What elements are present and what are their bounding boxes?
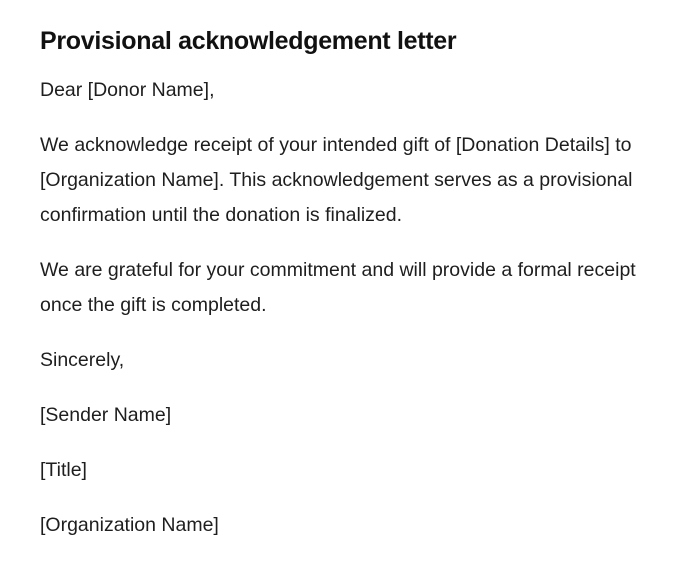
body-paragraph-acknowledgement: We acknowledge receipt of your intended gift of [Donation Details] to [Organization Name]. This acknowledgement serves as a provisional confirmation until the donation is finalized. [40,134,633,226]
letter-title: Provisional acknowledgement letter [40,27,457,55]
salutation: Dear [Donor Name], [40,79,215,101]
sender-organization: [Organization Name] [40,514,219,536]
sender-title: [Title] [40,459,87,481]
body-paragraph-gratitude: We are grateful for your commitment and will provide a formal receipt once the gift is completed. [40,259,636,316]
sender-name: [Sender Name] [40,404,172,426]
closing: Sincerely, [40,349,125,371]
